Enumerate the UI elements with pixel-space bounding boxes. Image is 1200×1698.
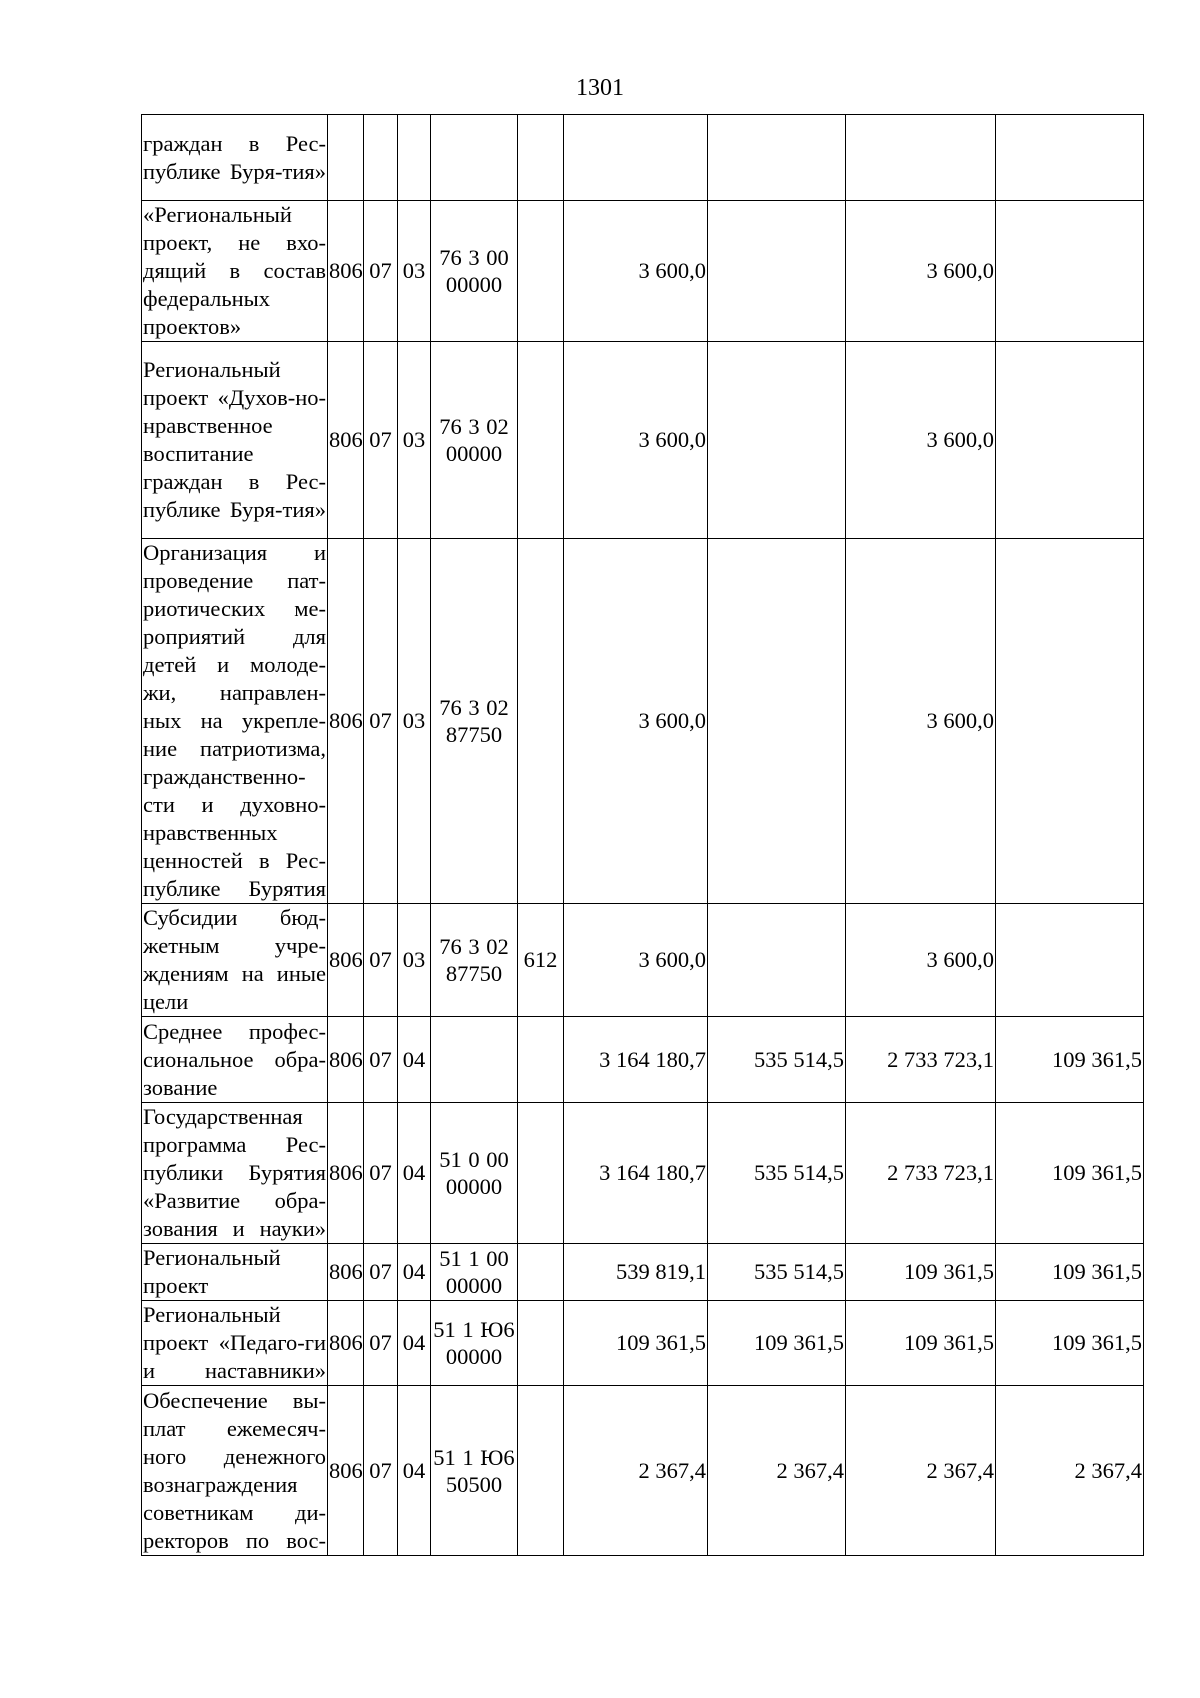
amount-national-project bbox=[996, 904, 1144, 1017]
grbs-code: 806 bbox=[328, 1386, 364, 1556]
section-code: 07 bbox=[364, 539, 398, 904]
subsection-code: 03 bbox=[398, 201, 431, 342]
amount-federal: 2 367,4 bbox=[708, 1386, 846, 1556]
row-name: «Региональный проект, не вхо-дящий в состав федеральных проектов» bbox=[142, 201, 328, 342]
grbs-code: 806 bbox=[328, 1017, 364, 1103]
page-number: 1301 bbox=[576, 75, 624, 101]
table-row bbox=[142, 1244, 1144, 1301]
section-code bbox=[364, 115, 398, 201]
amount-total: 3 600,0 bbox=[564, 539, 708, 904]
amount-national-project bbox=[996, 115, 1144, 201]
target-article-code: 51 1 Ю6 50500 bbox=[431, 1386, 518, 1556]
amount-national-project bbox=[996, 201, 1144, 342]
amount-republic: 2 367,4 bbox=[846, 1386, 996, 1556]
amount-republic: 109 361,5 bbox=[846, 1301, 996, 1386]
target-article-code bbox=[431, 1017, 518, 1103]
section-code: 07 bbox=[364, 904, 398, 1017]
row-name: Региональный проект bbox=[142, 1244, 328, 1301]
amount-national-project: 109 361,5 bbox=[996, 1244, 1144, 1301]
amount-federal: 535 514,5 bbox=[708, 1244, 846, 1301]
target-article-code: 76 3 00 00000 bbox=[431, 201, 518, 342]
grbs-code: 806 bbox=[328, 539, 364, 904]
amount-total: 109 361,5 bbox=[564, 1301, 708, 1386]
table-row bbox=[142, 115, 1144, 201]
expense-type-code bbox=[518, 1244, 564, 1301]
target-article-code: 51 1 Ю6 00000 bbox=[431, 1301, 518, 1386]
target-article-code: 51 0 00 00000 bbox=[431, 1103, 518, 1244]
amount-republic: 3 600,0 bbox=[846, 201, 996, 342]
target-article-code: 76 3 02 87750 bbox=[431, 539, 518, 904]
amount-total: 3 164 180,7 bbox=[564, 1017, 708, 1103]
subsection-code bbox=[398, 115, 431, 201]
amount-republic bbox=[846, 115, 996, 201]
section-code: 07 bbox=[364, 1017, 398, 1103]
subsection-code: 04 bbox=[398, 1103, 431, 1244]
expense-type-code bbox=[518, 539, 564, 904]
target-article-code: 51 1 00 00000 bbox=[431, 1244, 518, 1301]
grbs-code: 806 bbox=[328, 1103, 364, 1244]
amount-federal: 535 514,5 bbox=[708, 1017, 846, 1103]
amount-federal bbox=[708, 201, 846, 342]
target-article-code: 76 3 02 00000 bbox=[431, 342, 518, 539]
amount-republic: 2 733 723,1 bbox=[846, 1017, 996, 1103]
expense-type-code bbox=[518, 1103, 564, 1244]
target-article-code: 76 3 02 87750 bbox=[431, 904, 518, 1017]
subsection-code: 04 bbox=[398, 1301, 431, 1386]
row-name: Среднее профес-сиональное обра-зование bbox=[142, 1017, 328, 1103]
table-row bbox=[142, 1103, 1144, 1244]
grbs-code: 806 bbox=[328, 1301, 364, 1386]
target-article-code bbox=[431, 115, 518, 201]
amount-total: 3 600,0 bbox=[564, 201, 708, 342]
amount-federal bbox=[708, 904, 846, 1017]
amount-republic: 3 600,0 bbox=[846, 342, 996, 539]
amount-republic: 109 361,5 bbox=[846, 1244, 996, 1301]
subsection-code: 04 bbox=[398, 1244, 431, 1301]
expense-type-code bbox=[518, 201, 564, 342]
grbs-code: 806 bbox=[328, 201, 364, 342]
amount-national-project bbox=[996, 342, 1144, 539]
amount-total: 539 819,1 bbox=[564, 1244, 708, 1301]
table-row bbox=[142, 1386, 1144, 1556]
row-name: Региональный проект «Духов-но-нравственное воспитание граждан в Рес-публике Буря-тия» bbox=[142, 342, 328, 539]
section-code: 07 bbox=[364, 1244, 398, 1301]
amount-federal: 535 514,5 bbox=[708, 1103, 846, 1244]
budget-table bbox=[141, 114, 1144, 1556]
expense-type-code bbox=[518, 1386, 564, 1556]
amount-republic: 2 733 723,1 bbox=[846, 1103, 996, 1244]
amount-federal bbox=[708, 539, 846, 904]
subsection-code: 04 bbox=[398, 1386, 431, 1556]
amount-total: 3 600,0 bbox=[564, 904, 708, 1017]
amount-total: 3 164 180,7 bbox=[564, 1103, 708, 1244]
grbs-code: 806 bbox=[328, 1244, 364, 1301]
section-code: 07 bbox=[364, 1301, 398, 1386]
section-code: 07 bbox=[364, 1103, 398, 1244]
subsection-code: 03 bbox=[398, 539, 431, 904]
section-code: 07 bbox=[364, 342, 398, 539]
row-name: Обеспечение вы-плат ежемесяч-ного денежного вознаграждения советникам ди-ректоров по вос- bbox=[142, 1386, 328, 1556]
amount-national-project: 109 361,5 bbox=[996, 1017, 1144, 1103]
amount-national-project: 109 361,5 bbox=[996, 1103, 1144, 1244]
table-row bbox=[142, 1301, 1144, 1386]
table-row bbox=[142, 539, 1144, 904]
amount-federal bbox=[708, 115, 846, 201]
budget-table-body bbox=[142, 115, 1144, 1556]
table-row bbox=[142, 201, 1144, 342]
amount-republic: 3 600,0 bbox=[846, 904, 996, 1017]
row-name: Государственная программа Рес-публики Бурятия «Развитие обра-зования и науки» bbox=[142, 1103, 328, 1244]
amount-federal: 109 361,5 bbox=[708, 1301, 846, 1386]
expense-type-code: 612 bbox=[518, 904, 564, 1017]
amount-republic: 3 600,0 bbox=[846, 539, 996, 904]
table-row bbox=[142, 904, 1144, 1017]
subsection-code: 03 bbox=[398, 904, 431, 1017]
expense-type-code bbox=[518, 342, 564, 539]
grbs-code: 806 bbox=[328, 904, 364, 1017]
subsection-code: 04 bbox=[398, 1017, 431, 1103]
expense-type-code bbox=[518, 1017, 564, 1103]
table-row bbox=[142, 1017, 1144, 1103]
row-name: Организация и проведение пат-риотических ме-роприятий для детей и молоде-жи, направлен-ных на укрепле-ние патриотизма, гражданственно-сти и духовно-нравственных ценностей в Рес-публике Бурятия bbox=[142, 539, 328, 904]
grbs-code: 806 bbox=[328, 342, 364, 539]
subsection-code: 03 bbox=[398, 342, 431, 539]
row-name: граждан в Рес-публике Буря-тия» bbox=[142, 115, 328, 201]
row-name: Региональный проект «Педаго-ги и наставники» bbox=[142, 1301, 328, 1386]
expense-type-code bbox=[518, 1301, 564, 1386]
amount-federal bbox=[708, 342, 846, 539]
amount-total: 3 600,0 bbox=[564, 342, 708, 539]
table-row bbox=[142, 342, 1144, 539]
amount-national-project bbox=[996, 539, 1144, 904]
section-code: 07 bbox=[364, 201, 398, 342]
grbs-code bbox=[328, 115, 364, 201]
amount-national-project: 2 367,4 bbox=[996, 1386, 1144, 1556]
row-name: Субсидии бюд-жетным учре-ждениям на иные цели bbox=[142, 904, 328, 1017]
section-code: 07 bbox=[364, 1386, 398, 1556]
amount-national-project: 109 361,5 bbox=[996, 1301, 1144, 1386]
expense-type-code bbox=[518, 115, 564, 201]
amount-total: 2 367,4 bbox=[564, 1386, 708, 1556]
amount-total bbox=[564, 115, 708, 201]
